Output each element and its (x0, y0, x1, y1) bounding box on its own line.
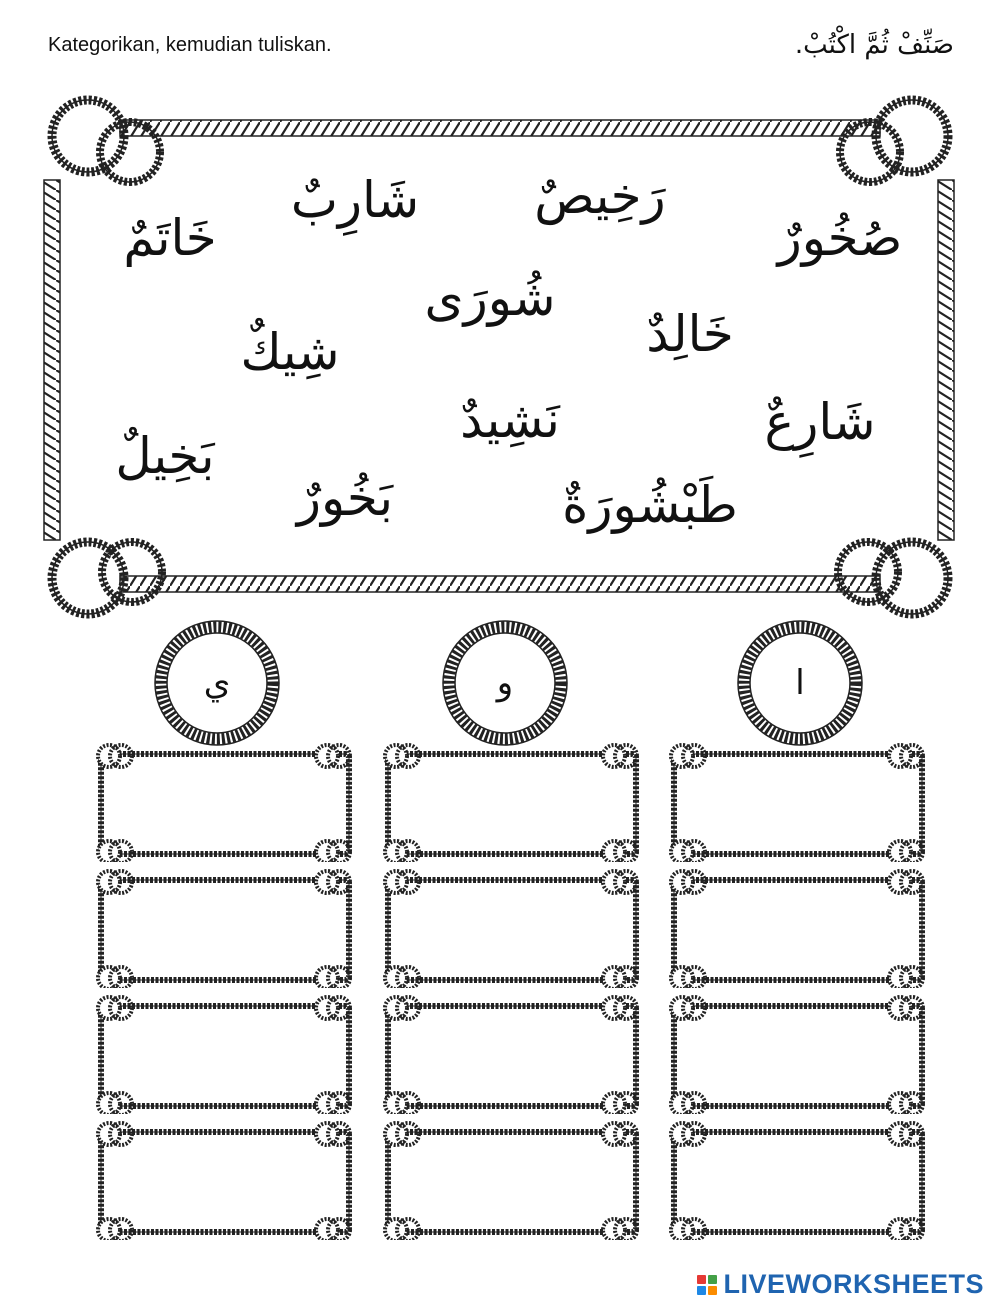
brand-name: LIVEWORKSHEETS (723, 1269, 984, 1299)
logo-square (697, 1275, 706, 1284)
answer-box[interactable] (382, 1120, 642, 1240)
knot-top-right (840, 100, 948, 182)
answer-box[interactable] (95, 742, 355, 862)
word-item[interactable]: صُخُورٌ (777, 209, 903, 267)
word-item[interactable]: شَارِعٌ (764, 393, 876, 451)
word-item[interactable]: بَخِيلٌ (115, 427, 215, 485)
category-alif-circle (735, 618, 865, 748)
logo-square (708, 1286, 717, 1295)
category-letter: و (496, 663, 514, 703)
answer-box[interactable] (382, 994, 642, 1114)
word-item[interactable]: خَالِدٌ (646, 305, 734, 363)
category-letter: ا (795, 663, 805, 703)
word-item[interactable]: رَخِيصٌ (534, 167, 666, 225)
word-item[interactable]: شِيكٌ (240, 323, 340, 381)
word-item[interactable]: طَبْشُورَةٌ (562, 476, 738, 534)
logo-square (708, 1275, 717, 1284)
answer-box[interactable] (668, 868, 928, 988)
answer-box[interactable] (95, 994, 355, 1114)
answer-box[interactable] (382, 742, 642, 862)
logo-square (697, 1286, 706, 1295)
liveworksheets-logo-icon (697, 1275, 717, 1295)
answer-box[interactable] (382, 868, 642, 988)
category-letter: ي (203, 663, 231, 703)
instruction-latin: Kategorikan, kemudian tuliskan. (48, 34, 332, 56)
instruction-arabic: صَنِّفْ ثُمَّ اكْتُبْ. (794, 30, 954, 60)
answer-box[interactable] (668, 1120, 928, 1240)
answer-box[interactable] (95, 868, 355, 988)
answer-box[interactable] (668, 994, 928, 1114)
word-item[interactable]: شَارِبٌ (290, 171, 420, 229)
answer-box[interactable] (95, 1120, 355, 1240)
word-item[interactable]: شُورَى (424, 269, 556, 327)
word-bank-frame (40, 90, 960, 630)
category-ya-circle (152, 618, 282, 748)
word-item[interactable]: نَشِيدٌ (460, 391, 560, 449)
category-waw-circle (440, 618, 570, 748)
word-item[interactable]: خَاتَمٌ (123, 209, 217, 267)
answer-box[interactable] (668, 742, 928, 862)
knot-top-left (52, 100, 160, 182)
word-item[interactable]: بَخُورٌ (296, 469, 394, 527)
liveworksheets-brand (697, 1269, 984, 1300)
